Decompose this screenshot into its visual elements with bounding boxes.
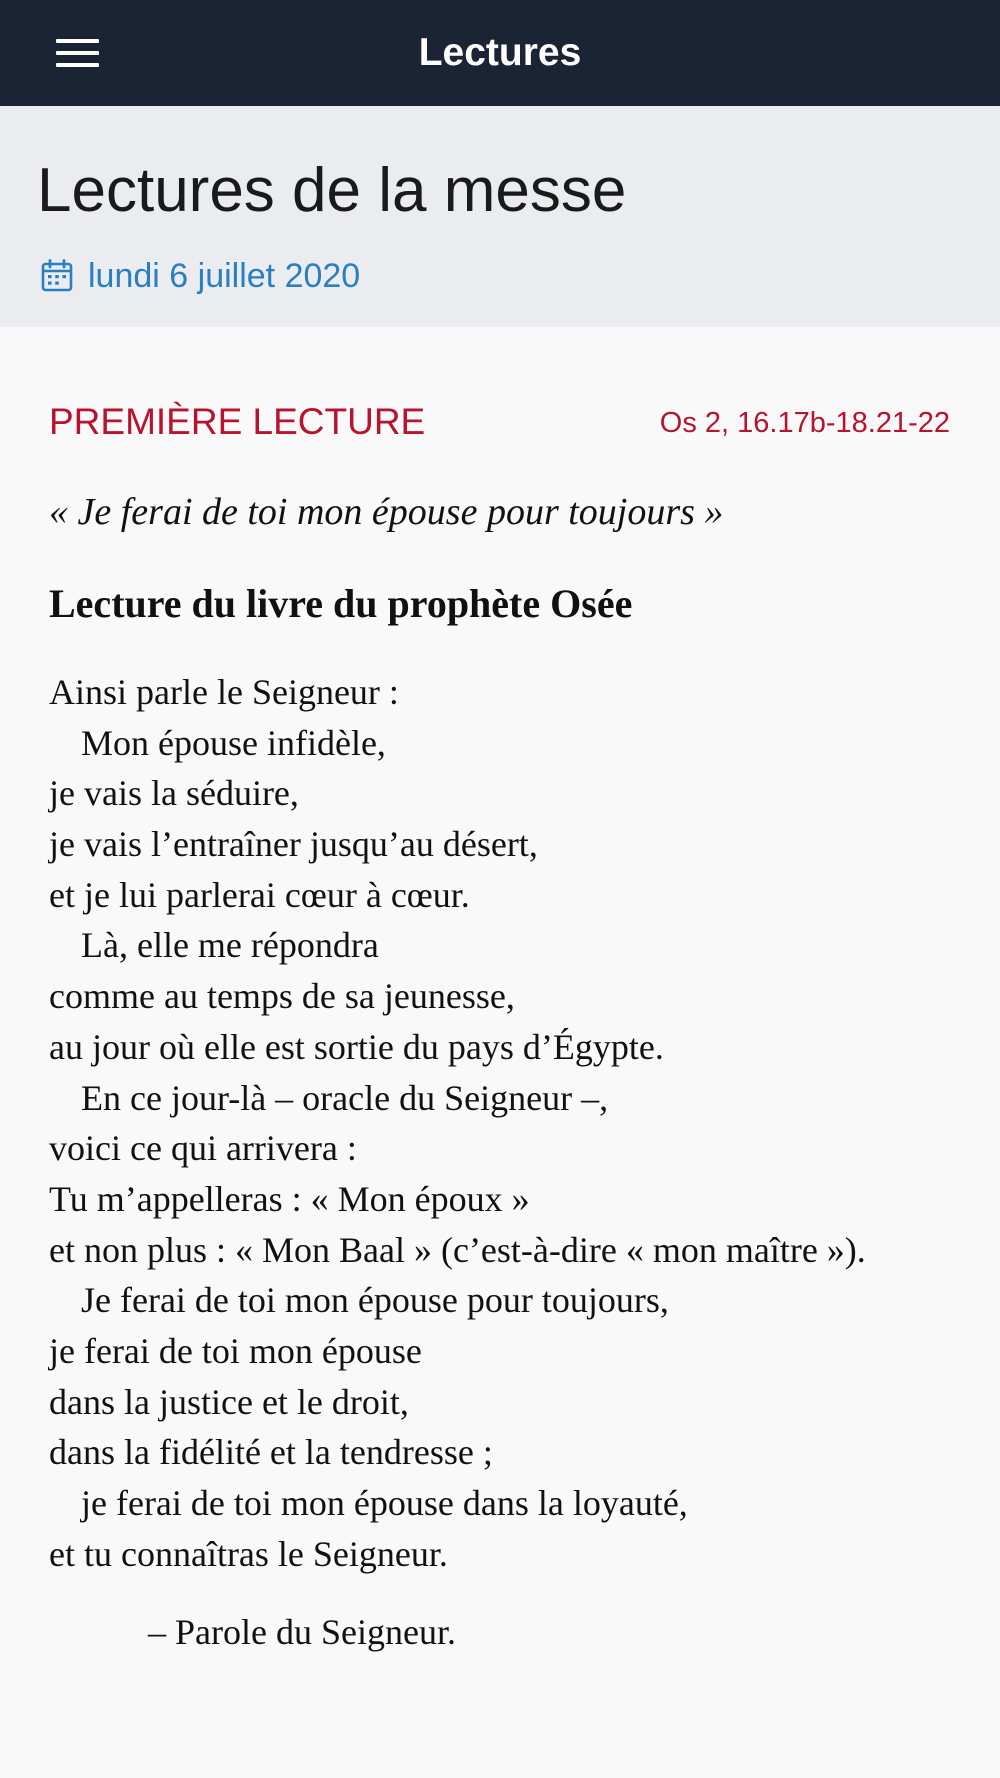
reading-line: et je lui parlerai cœur à cœur.	[49, 874, 470, 915]
reading-line: comme au temps de sa jeunesse,	[49, 976, 515, 1017]
reading-line: et non plus : « Mon Baal » (c’est-à-dire « mon maître »).	[49, 1229, 866, 1270]
reading-line: voici ce qui arrivera :	[49, 1128, 357, 1169]
reading-line: dans la fidélité et la tendresse ;	[49, 1432, 493, 1473]
menu-button[interactable]	[40, 28, 114, 78]
reading-line: je ferai de toi mon épouse dans la loyauté,	[81, 1483, 688, 1523]
reading-line: Ainsi parle le Seigneur :	[49, 672, 399, 712]
book-title: Lecture du livre du prophète Osée	[49, 581, 633, 626]
reading-line: Là, elle me répondra	[81, 925, 379, 966]
reading-line: je vais la séduire,	[49, 773, 299, 814]
app-title: Lectures	[418, 31, 582, 74]
reading-line: Tu m’appelleras : « Mon époux »	[49, 1178, 530, 1219]
reading-text	[49, 667, 950, 1579]
reading-line: et tu connaîtras le Seigneur.	[49, 1533, 448, 1574]
calendar-icon	[40, 259, 74, 293]
reading-line: je vais l’entraîner jusqu’au désert,	[49, 824, 538, 865]
reading-label: PREMIÈRE LECTURE	[49, 401, 426, 442]
reading-reference: Os 2, 16.17b-18.21-22	[659, 407, 950, 439]
hamburger-menu-icon	[40, 28, 114, 78]
reading-header	[49, 397, 950, 447]
page-header	[0, 106, 1000, 327]
date-selector[interactable]	[40, 255, 360, 297]
reading-conclusion: – Parole du Seigneur.	[148, 1612, 456, 1652]
reading-line: au jour où elle est sortie du pays d’Égypte.	[49, 1026, 664, 1067]
reading-line: dans la justice et le droit,	[49, 1381, 409, 1422]
reading-line: En ce jour-là – oracle du Seigneur –,	[81, 1077, 609, 1118]
reading-epigraph: « Je ferai de toi mon épouse pour toujours »	[49, 491, 724, 533]
date-label: lundi 6 juillet 2020	[88, 257, 361, 295]
reading-line: Je ferai de toi mon épouse pour toujours,	[81, 1280, 669, 1321]
page-title: Lectures de la messe	[37, 156, 627, 225]
reading-line: je ferai de toi mon épouse	[49, 1330, 422, 1371]
reading-line: Mon épouse infidèle,	[81, 722, 386, 763]
app-bar	[0, 0, 1000, 106]
